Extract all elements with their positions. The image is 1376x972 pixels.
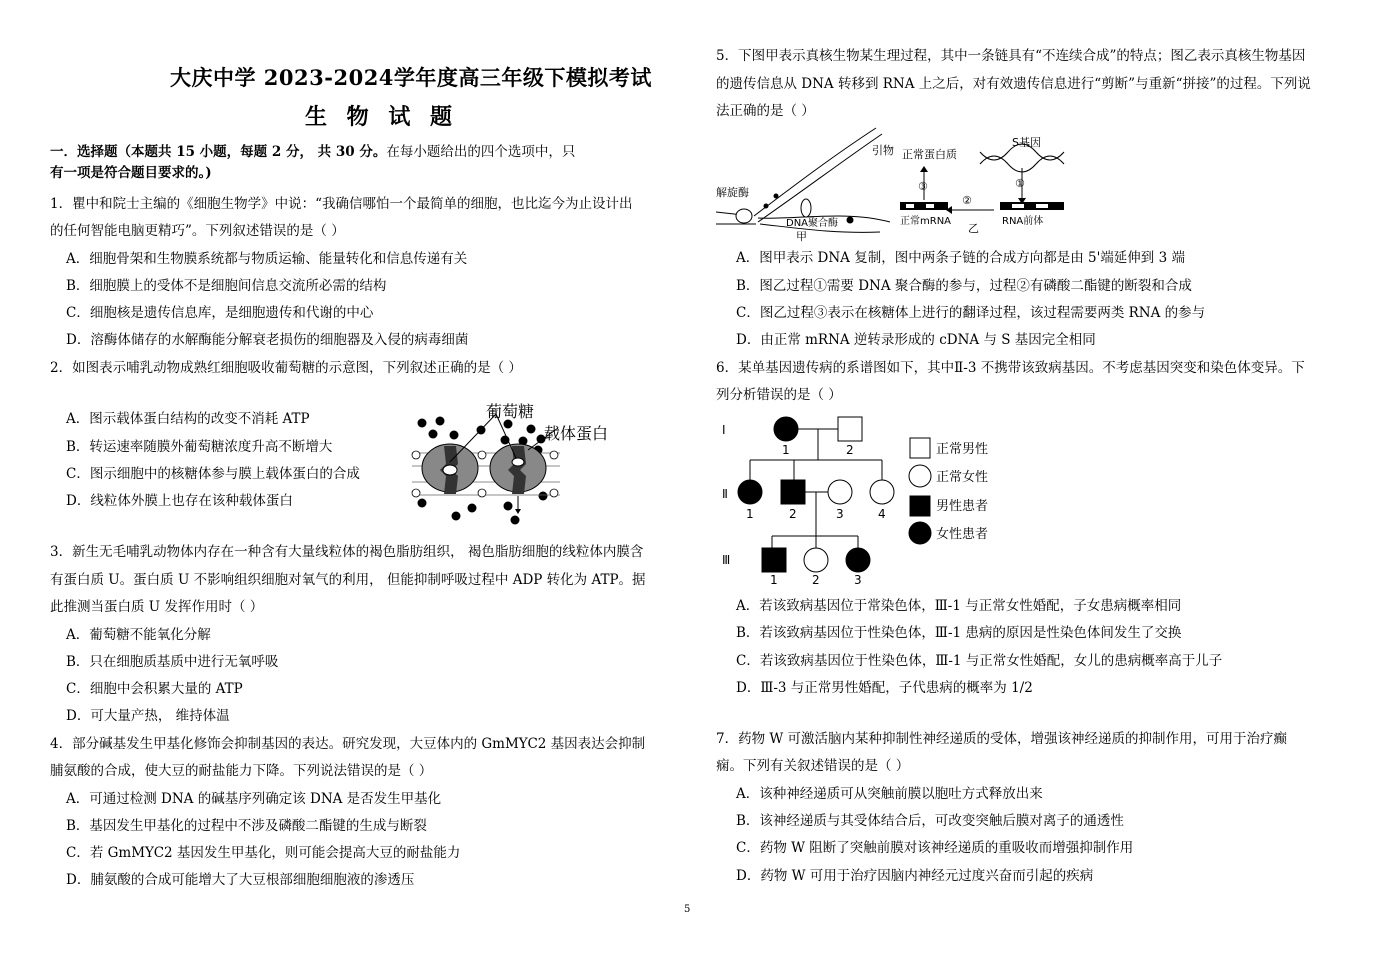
exam-title: 大庆中学 2023-2024学年度高三年级下模拟考试 [170,65,652,90]
II-1-number: 1 [746,507,754,521]
q6-option-a: A．若该致病基因位于常染色体，Ⅲ-1 与正常女性婚配，子女患病概率相同 [736,598,1182,614]
q1-stem: 1．瞿中和院士主编的《细胞生物学》中说：“我确信哪怕一个最简单的细胞，也比迄今为止设计出 [50,196,633,212]
q6-option-c: C．若该致病基因位于性染色体，Ⅲ-1 与正常女性婚配，女儿的患病概率高于儿子 [736,653,1223,669]
q5-option-d: D．由正常 mRNA 逆转录形成的 cDNA 与 S 基因完全相同 [736,332,1096,348]
q4-stem: 4．部分碱基发生甲基化修饰会抑制基因的表达。研究发现，大豆体内的 GmMYC2 基因表达会抑制 [50,736,646,752]
q3-option-a: A．葡萄糖不能氧化分解 [66,627,211,643]
q4-option-c: C．若 GmMYC2 基因发生甲基化，则可能会提高大豆的耐盐能力 [66,845,461,861]
III-2-number: 2 [812,573,820,587]
q2-option-a: A．图示载体蛋白结构的改变不消耗 ATP [66,411,310,427]
q4-option-a: A．可通过检测 DNA 的碱基序列确定该 DNA 是否发生甲基化 [66,791,442,807]
q7-option-d: D．药物 W 可用于治疗因脑内神经元过度兴奋而引起的疾病 [736,868,1094,884]
figure-jia-label: 甲 [796,230,807,243]
glucose-label: 葡萄糖 [486,402,535,421]
q7-option-a: A．该种神经递质可从突触前膜以胞吐方式释放出来 [736,786,1043,802]
helicase-label: 解旋酶 [716,186,749,199]
q2-option-b: B．转运速率随膜外葡萄糖浓度升高不断增大 [66,439,333,455]
q6-stem: 6．某单基因遗传病的系谱图如下，其中Ⅱ-3 不携带该致病基因。不考虑基因突变和染色体变异。下 [716,360,1305,376]
q4-stem: 脯氨酸的合成，使大豆的耐盐能力下降。下列说法错误的是（ ） [50,763,433,779]
carrier-protein-right [490,444,546,494]
pedigree-III-3 [846,548,870,572]
q6-pedigree [716,410,1016,590]
I-1-number: 1 [782,443,790,457]
carrier-protein-left [422,444,478,494]
q5-option-a: A．图甲表示 DNA 复制，图中两条子链的合成方向都是由 5'端延伸到 3 端 [736,250,1185,266]
pedigree-legend [909,438,931,544]
exam-subtitle: 生 物 试 题 [305,104,458,130]
pedigree-II-1 [738,480,762,504]
pedigree-I-1 [774,417,798,441]
legend-normal-male: 正常男性 [936,442,989,457]
generation-I: Ⅰ [722,423,726,437]
q3-stem: 有蛋白质 U。蛋白质 U 不影响组织细胞对氧气的利用， 但能抑制呼吸过程中 ADP 转化为 ATP。据 [50,572,646,588]
legend-normal-female: 正常女性 [936,470,989,485]
q6-option-b: B．若该致病基因位于性染色体，Ⅲ-1 患病的原因是性染色体间发生了交换 [736,625,1182,641]
pedigree-II-3 [828,480,852,504]
step-3-marker: ③ [918,180,928,193]
q2-stem: 2．如图表示哺乳动物成熟红细胞吸收葡萄糖的示意图，下列叙述正确的是（ ） [50,360,522,376]
step-1-marker: ① [1015,177,1025,190]
q3-option-d: D．可大量产热， 维持体温 [66,708,230,724]
section-heading: 一．选择题（本题共 15 小题，每题 2 分， 共 30 分。在每小题给出的四个选项中，只 [50,144,576,160]
legend-affected-female: 女性患者 [936,527,989,542]
splicing-figure [900,135,1064,235]
q4-option-d: D．脯氨酸的合成可能增大了大豆根部细胞细胞液的渗透压 [66,872,415,888]
q5-option-b: B．图乙过程①需要 DNA 聚合酶的参与，过程②有磷酸二酯键的断裂和合成 [736,278,1192,294]
II-2-number: 2 [789,507,797,521]
q2-option-d: D．线粒体外膜上也存在该种载体蛋白 [66,493,293,509]
page-number: 5 [684,904,691,915]
pedigree-II-4 [870,480,894,504]
q4-option-b: B．基因发生甲基化的过程中不涉及磷酸二酯键的生成与断裂 [66,818,427,834]
q5-stem: 的遗传信息从 DNA 转移到 RNA 上之后，对有效遗传信息进行“剪断”与重新“拼接”的过程。下列说 [716,76,1311,92]
q5-stem: 5．下图甲表示真核生物某生理过程，其中一条链具有“不连续合成”的特点；图乙表示真核生物基因 [716,48,1306,64]
q1-option-d: D．溶酶体储存的水解酶能分解衰老损伤的细胞器及入侵的病毒细菌 [66,332,469,348]
s-gene-label: S基因 [1012,136,1041,149]
q1-option-a: A．细胞骨架和生物膜系统都与物质运输、能量转化和信息传递有关 [66,251,468,267]
carrier-protein-label: 载体蛋白 [544,424,609,443]
primer-label: 引物 [872,144,894,157]
q2-carrier-figure [408,398,648,526]
pedigree-III-1 [762,548,786,572]
q5-option-c: C．图乙过程③表示在核糖体上进行的翻译过程，该过程需要两类 RNA 的参与 [736,305,1206,321]
q6-option-d: D．Ⅲ-3 与正常男性婚配，子代患病的概率为 1/2 [736,680,1033,696]
III-1-number: 1 [770,573,778,587]
q7-option-b: B．该神经递质与其受体结合后，可改变突触后膜对离子的通透性 [736,813,1124,829]
q3-stem: 3．新生无毛哺乳动物体内存在一种含有大量线粒体的褐色脂肪组织， 褐色脂肪细胞的线粒体内膜含 [50,544,644,560]
rna-precursor-label: RNA前体 [1002,216,1044,227]
figure-yi-label: 乙 [968,222,979,235]
II-4-number: 4 [878,507,886,521]
legend-affected-male: 男性患者 [936,499,989,514]
q6-stem: 列分析错误的是（ ） [716,387,842,403]
q7-stem: 7．药物 W 可激活脑内某种抑制性神经递质的受体，增强该神经递质的抑制作用，可用于治疗癫 [716,731,1288,747]
II-3-number: 3 [836,507,844,521]
I-2-number: 2 [846,443,854,457]
q3-stem: 此推测当蛋白质 U 发挥作用时（ ） [50,599,264,615]
q2-option-c: C．图示细胞中的核糖体参与膜上载体蛋白的合成 [66,466,360,482]
q1-option-b: B．细胞膜上的受体不是细胞间信息交流所必需的结构 [66,278,387,294]
pedigree-III-2 [804,548,828,572]
q3-option-b: B．只在细胞质基质中进行无氧呼吸 [66,654,279,670]
q1-stem: 的任何智能电脑更精巧”。下列叙述错误的是（ ） [50,223,345,239]
q1-option-c: C．细胞核是遗传信息库，是细胞遗传和代谢的中心 [66,305,374,321]
normal-protein-label: 正常蛋白质 [902,148,957,161]
q7-option-c: C．药物 W 阻断了突触前膜对该神经递质的重吸收而增强抑制作用 [736,840,1134,856]
dna-polymerase-label: DNA聚合酶 [786,218,839,229]
III-3-number: 3 [854,573,862,587]
q5-stem: 法正确的是（ ） [716,103,815,119]
pedigree-II-2 [781,480,805,504]
q7-stem: 痫。下列有关叙述错误的是（ ） [716,758,910,774]
normal-mrna-label: 正常mRNA [900,216,952,227]
generation-III: Ⅲ [722,553,731,567]
pedigree-I-2 [838,417,862,441]
section-heading-line2: 有一项是符合题目要求的。) [50,165,212,181]
q5-figure [716,124,1076,244]
generation-II: Ⅱ [722,487,728,501]
step-2-marker: ② [962,194,972,207]
q3-option-c: C．细胞中会积累大量的 ATP [66,681,243,697]
